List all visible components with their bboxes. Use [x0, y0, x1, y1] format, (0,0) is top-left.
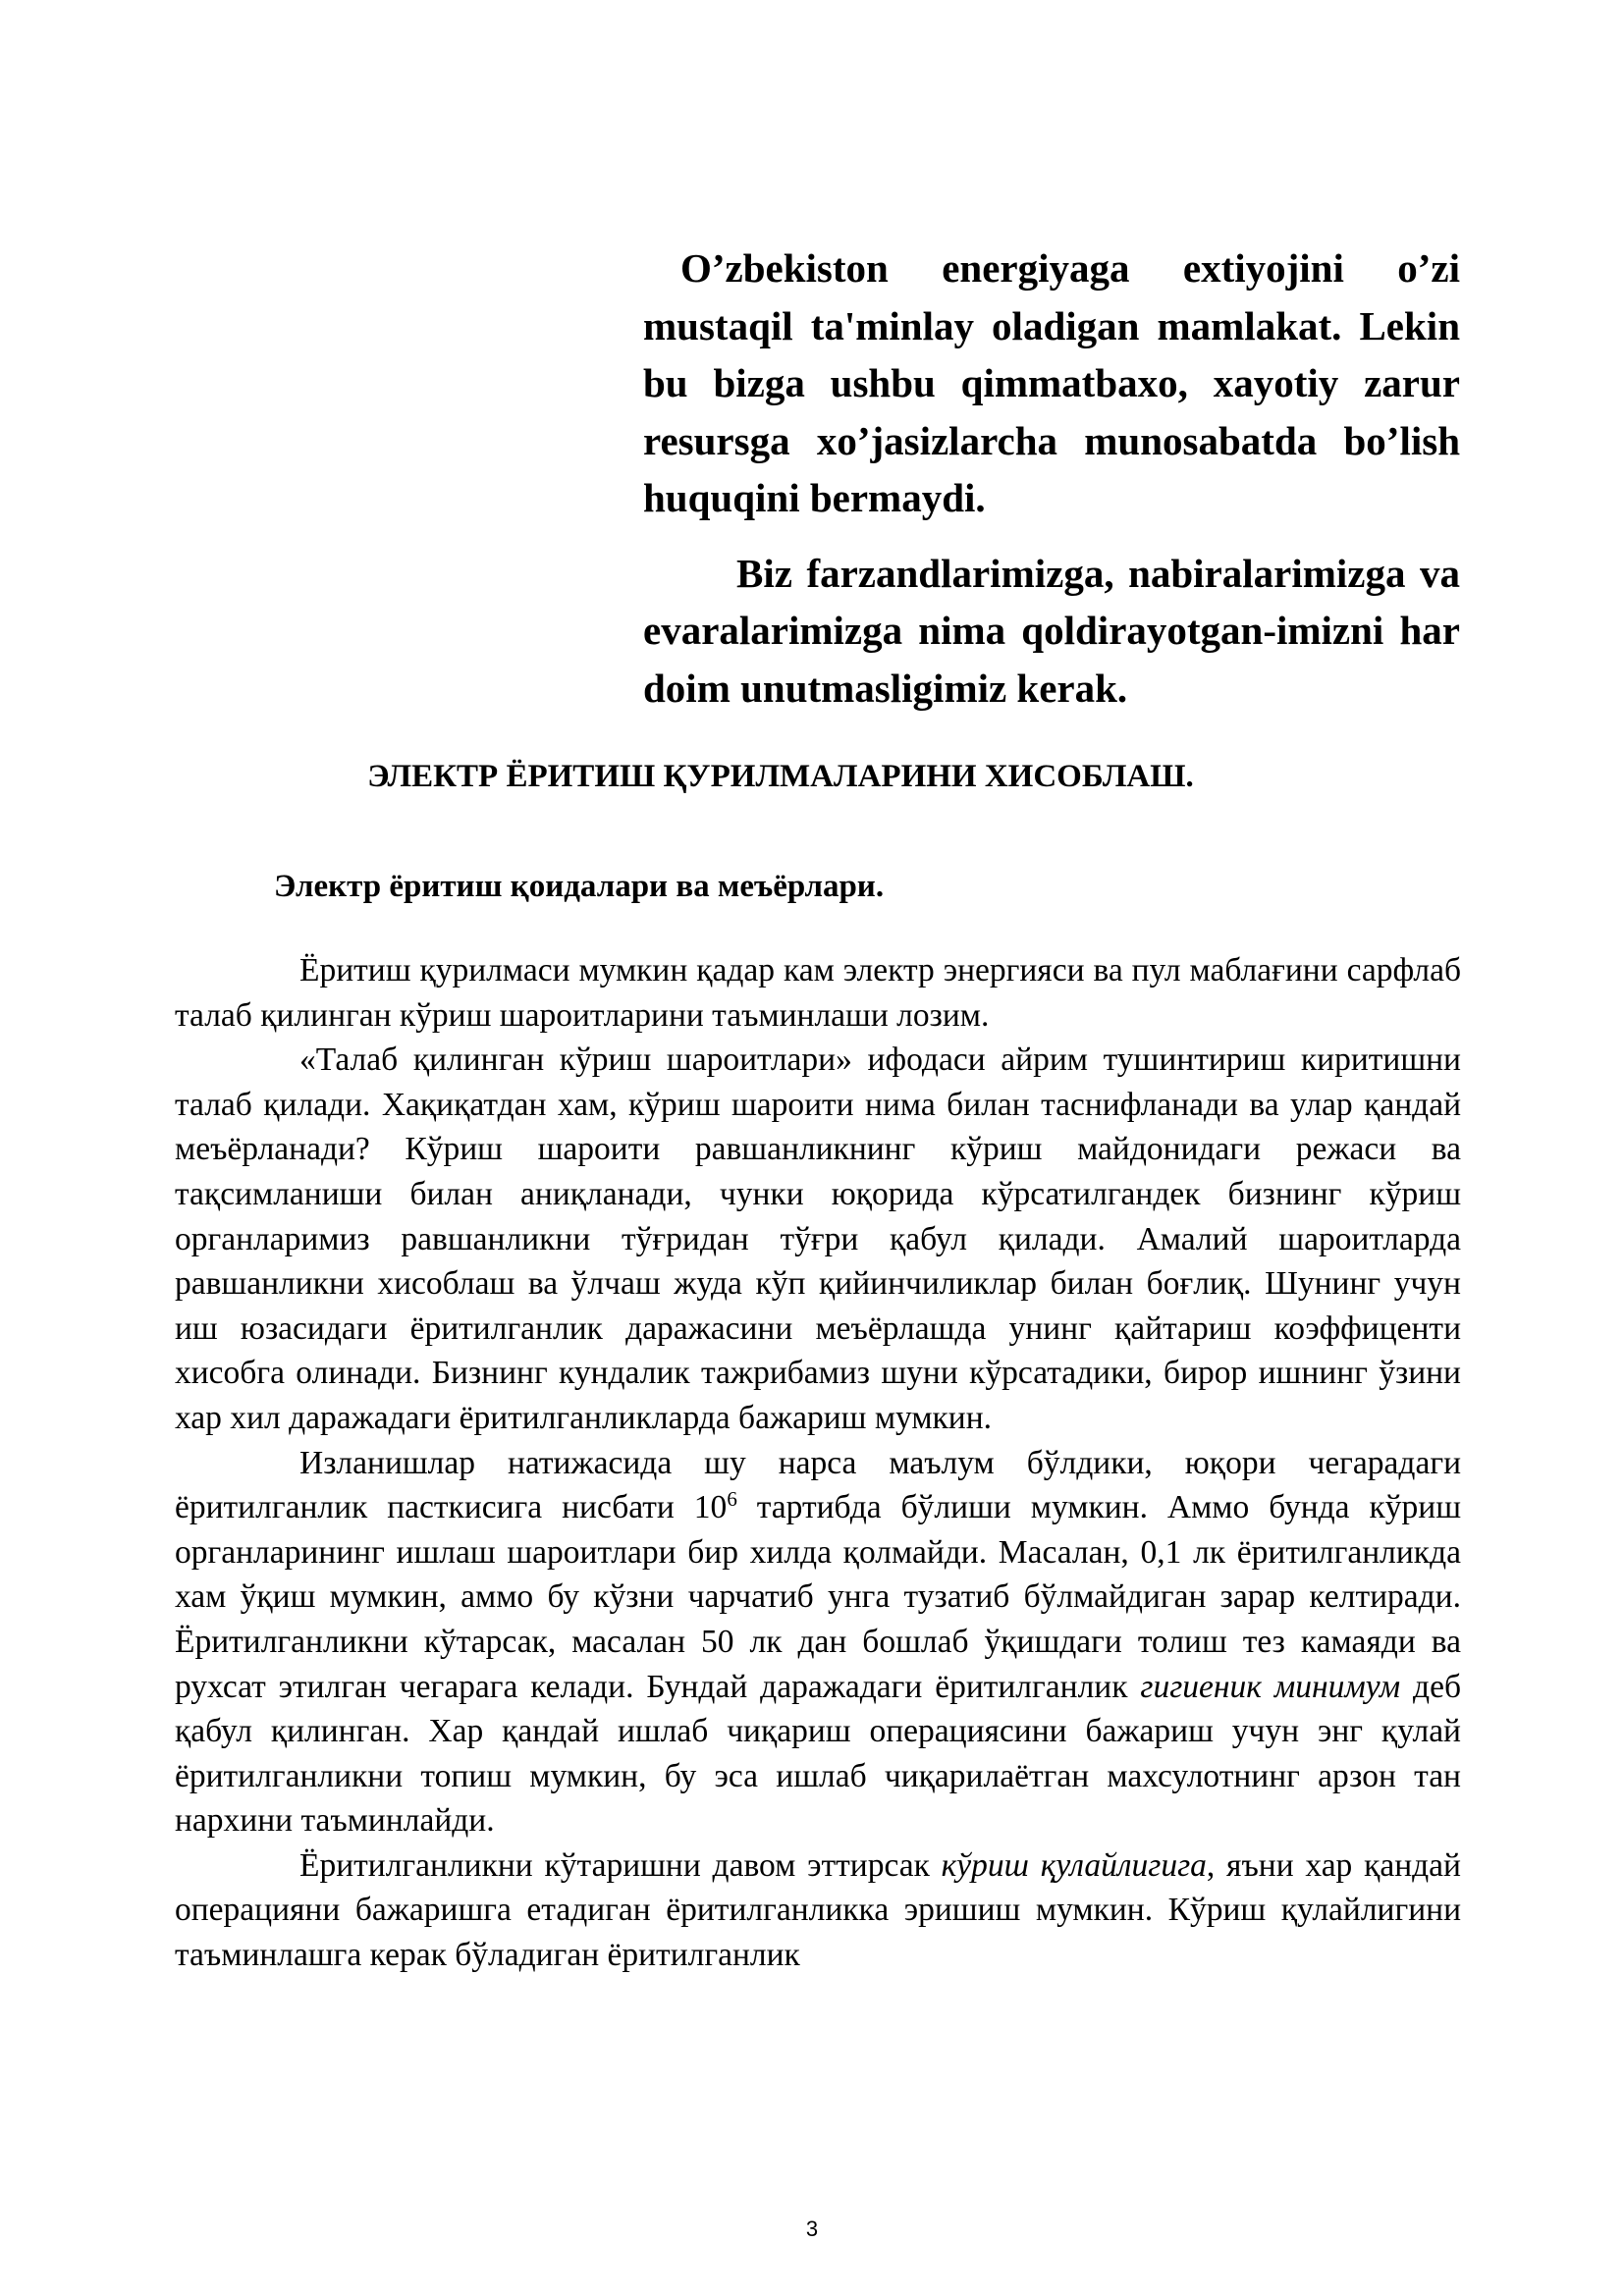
body-text-run: Ёритилганликни кўтаришни давом эттирсак: [299, 1846, 942, 1884]
superscript-exponent: 6: [727, 1486, 737, 1511]
section-subtitle: Электр ёритиш қоидалари ва меъёрлари.: [274, 869, 885, 904]
body-text-run: деб қабул қилинган. Хар қандай ишлаб чиқариш операциясини бажариш учун энг қулай ёритилганликни топиш мумкин, бу эса ишлаб чиқарилаётган махсулотнинг арзон тан нархини таъминлайди.: [175, 1668, 1461, 1840]
epigraph-paragraph: O’zbekiston energiyaga extiyojini o’zi mustaqil ta'minlay oladigan mamlakat. Lekin bu bizga ushbu qimmatbaxo, xayotiy zarur resursga xo’jasizlarcha munosabatda bo’lish huquqini bermaydi.: [643, 245, 1460, 520]
body-paragraph: «Талаб қилинган кўриш шароитлари» ифодаси айрим тушинтириш киритишни талаб қилади. Хақиқатдан хам, кўриш шароити нима билан таснифланади ва улар қандай меъёрланади? Кўриш шароити равшанликнинг кўриш майдонидаги режаси ва тақсимланиши билан аниқланади, чунки юқорида кўрсатилгандек бизнинг кўриш органларимиз равшанликни тўғридан тўғри қабул қилади. Амалий шароитларда равшанликни хисоблаш ва ўлчаш жуда кўп қийинчиликлар билан боғлиқ. Шунинг учун иш юзасидаги ёритилганлик даражасини меъёрлашда унинг қайтариш коэффиценти хисобга олинади. Бизнинг кундалик тажрибамиз шуни кўрсатадики, бирор ишнинг ўзини хар хил даражадаги ёритилганликларда бажариш мумкин.: [175, 1041, 1461, 1436]
italic-term: кўриш қулайлигига: [941, 1846, 1207, 1884]
body-text-run: Изланишлар натижасида шу нарса маълум бўлдики, юқори чегарадаги ёритилганлик пасткисига нисбати 10: [175, 1444, 1461, 1526]
body-text-run: , яъни хар қандай операцияни бажаришга етадиган ёритилганликка эришиш мумкин. Кўриш қулайлигини таъминлашга керак бўладиган ёритилганлик: [175, 1846, 1461, 1974]
body-paragraph: [175, 1843, 1461, 1978]
epigraph-paragraph: Biz farzandlarimizga, nabiralarimizga va evaralarimizga nima qoldirayotgan-imizni har doim unutmasligimiz kerak.: [643, 550, 1460, 711]
epigraph: [643, 240, 1460, 717]
italic-term: гигиеник минимум: [1140, 1668, 1401, 1705]
body-paragraph: [175, 1441, 1461, 1843]
body-paragraph: Ёритиш қурилмаси мумкин қадар кам электр энергияси ва пул маблағини сарфлаб талаб қилинган кўриш шароитларини таъминлаши лозим.: [175, 952, 1461, 1034]
page-number: 3: [805, 2216, 819, 2241]
body-text: [175, 948, 1461, 1978]
body-text-run: тартибда бўлиши мумкин. Аммо бунда кўриш органларининг ишлаш шароитлари бир хилда қолмайди. Масалан, 0,1 лк ёритилганликда хам ўқиш мумкин, аммо бу кўзни чарчатиб унга тузатиб бўлмайдиган зарар келтиради. Ёритилганликни кўтарсак, масалан 50 лк дан бошлаб ўқишдаги толиш тез камаяди ва рухсат этилган чегарага келади. Бундай даражадаги ёритилганлик: [175, 1489, 1462, 1705]
section-title: ЭЛЕКТР ЁРИТИШ ҚУРИЛМАЛАРИНИ ХИСОБЛАШ.: [367, 759, 1194, 794]
